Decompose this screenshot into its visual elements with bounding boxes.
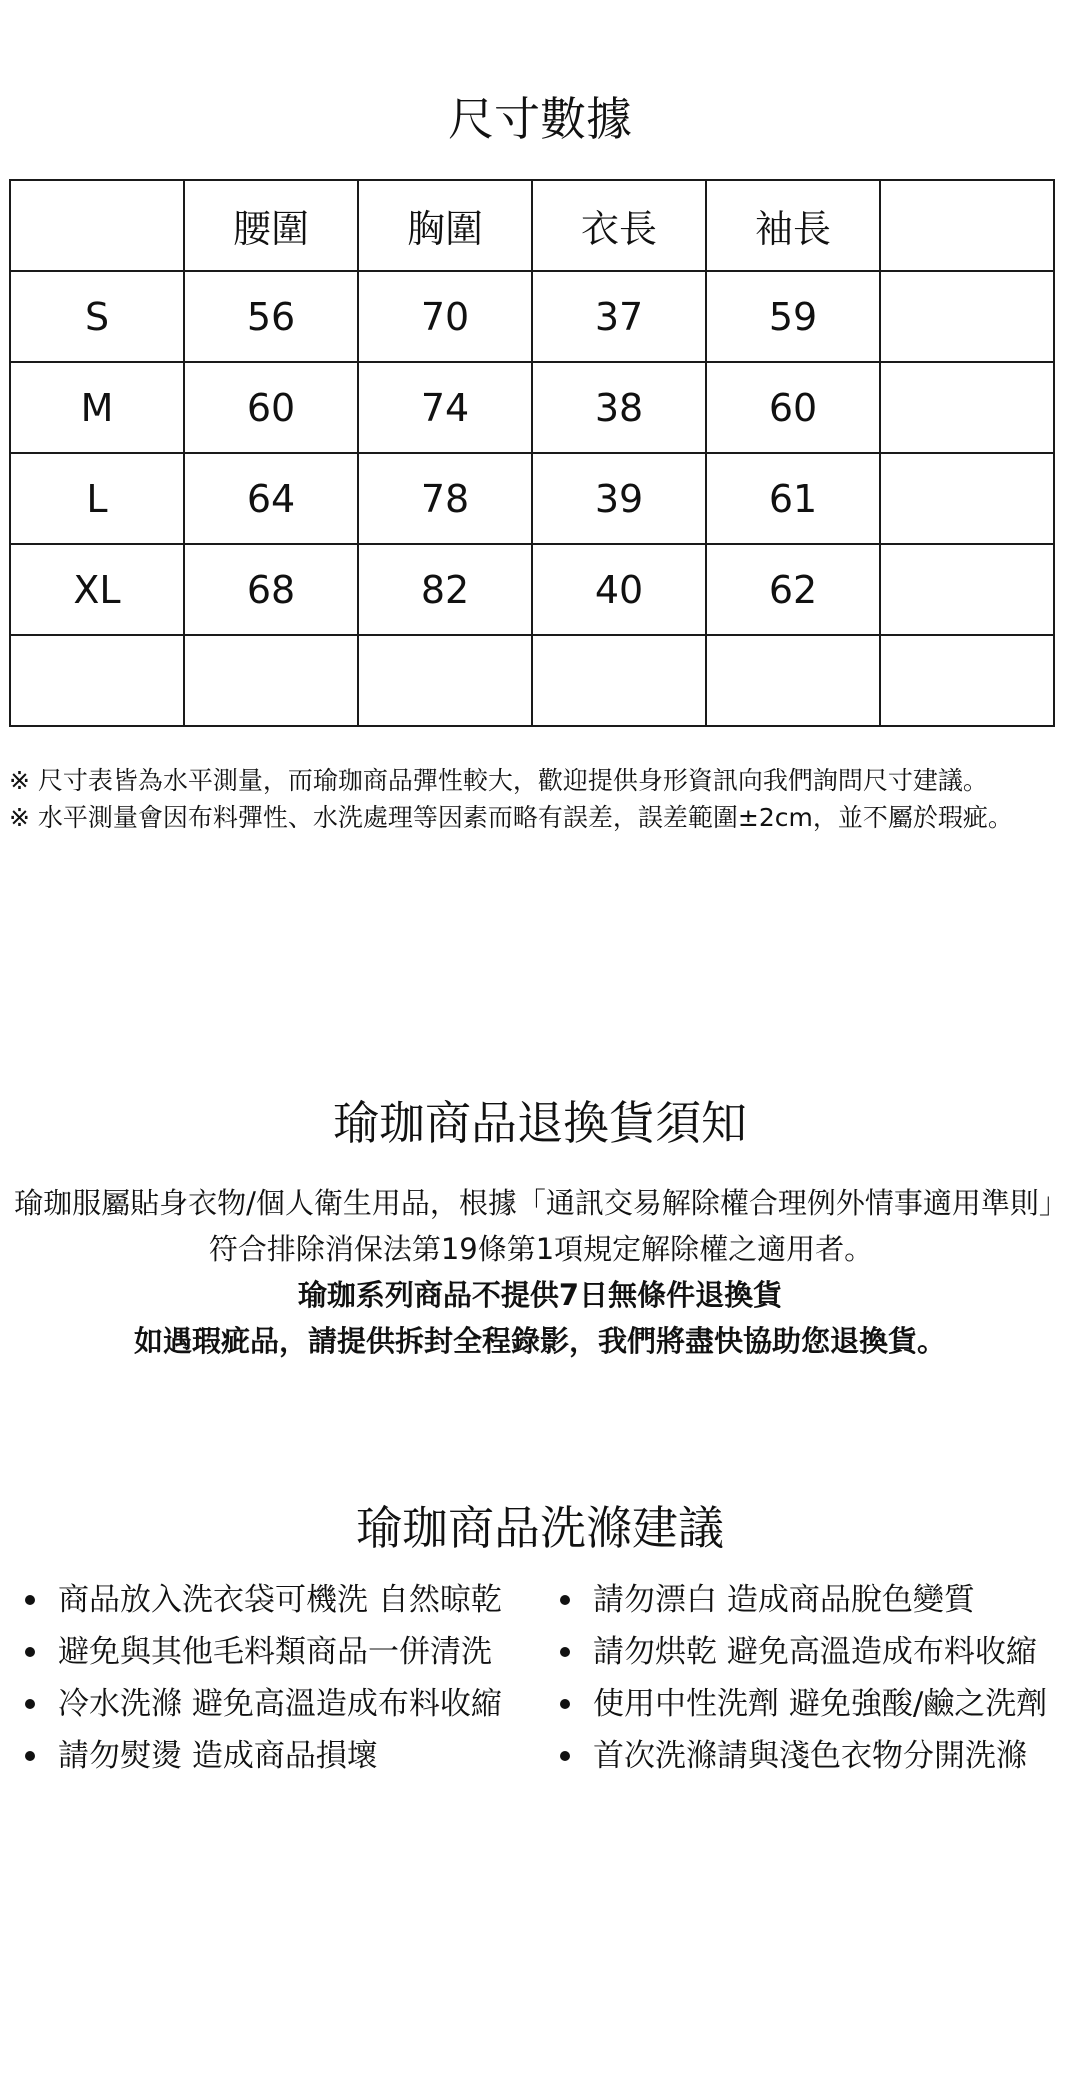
return-policy-body — [0, 1180, 1080, 1364]
table-cell-size: M — [10, 362, 184, 453]
list-item — [25, 1574, 502, 1626]
size-note: ※ 水平測量會因布料彈性、水洗處理等因素而略有誤差，誤差範圍±2cm，並不屬於瑕疵。 — [9, 803, 1013, 832]
table-cell: 56 — [184, 271, 358, 362]
table-cell — [880, 362, 1054, 453]
table-cell — [880, 453, 1054, 544]
list-item — [25, 1678, 502, 1730]
header-cell-chest: 胸圍 — [358, 180, 532, 271]
table-row — [10, 453, 1054, 544]
bullet-icon — [25, 1751, 35, 1761]
bullet-icon — [25, 1647, 35, 1657]
list-item — [560, 1574, 1047, 1626]
size-note: ※ 尺寸表皆為水平測量，而瑜珈商品彈性較大，歡迎提供身形資訊向我們詢問尺寸建議。 — [9, 766, 988, 795]
size-table — [9, 179, 1055, 727]
table-cell — [880, 271, 1054, 362]
header-cell-sleeve: 袖長 — [706, 180, 880, 271]
table-cell: 59 — [706, 271, 880, 362]
table-cell: 37 — [532, 271, 706, 362]
table-cell: 60 — [706, 362, 880, 453]
wash-list-right — [560, 1574, 1047, 1782]
table-row — [10, 544, 1054, 635]
header-cell — [880, 180, 1054, 271]
table-cell: 64 — [184, 453, 358, 544]
wash-item-text: 請勿烘乾 避免高溫造成布料收縮 — [593, 1634, 1037, 1670]
wash-item-text: 請勿熨燙 造成商品損壞 — [58, 1738, 378, 1774]
table-cell — [184, 635, 358, 726]
return-policy-paragraph: 瑜珈服屬貼身衣物/個人衛生用品，根據「通訊交易解除權合理例外情事適用準則」符合排除消保法第19條第1項規定解除權之適用者。 — [14, 1186, 1068, 1266]
bullet-icon — [560, 1595, 570, 1605]
list-item — [560, 1626, 1047, 1678]
table-cell — [880, 544, 1054, 635]
header-cell — [10, 180, 184, 271]
list-item — [25, 1626, 502, 1678]
table-cell-size: XL — [10, 544, 184, 635]
table-cell: 70 — [358, 271, 532, 362]
table-cell-size — [10, 635, 184, 726]
table-cell: 68 — [184, 544, 358, 635]
bullet-icon — [560, 1751, 570, 1761]
size-table-header-row — [10, 180, 1054, 271]
table-cell-size: S — [10, 271, 184, 362]
table-row — [10, 271, 1054, 362]
table-cell: 60 — [184, 362, 358, 453]
table-row — [10, 635, 1054, 726]
bullet-icon — [25, 1595, 35, 1605]
list-item — [560, 1678, 1047, 1730]
table-cell: 38 — [532, 362, 706, 453]
return-policy-bold-line: 瑜珈系列商品不提供7日無條件退換貨 — [297, 1278, 783, 1312]
size-section-title: 尺寸數據 — [448, 92, 632, 146]
header-cell-waist: 腰圍 — [184, 180, 358, 271]
header-cell-length: 衣長 — [532, 180, 706, 271]
return-section-title: 瑜珈商品退換貨須知 — [333, 1096, 747, 1150]
wash-item-text: 避免與其他毛料類商品一併清洗 — [58, 1634, 492, 1670]
table-cell: 74 — [358, 362, 532, 453]
table-cell — [532, 635, 706, 726]
bullet-icon — [25, 1699, 35, 1709]
table-row — [10, 362, 1054, 453]
table-cell — [880, 635, 1054, 726]
table-cell: 62 — [706, 544, 880, 635]
wash-list-left — [25, 1574, 502, 1782]
wash-item-text: 使用中性洗劑 避免強酸/鹼之洗劑 — [593, 1686, 1048, 1722]
bullet-icon — [560, 1699, 570, 1709]
wash-item-text: 冷水洗滌 避免高溫造成布料收縮 — [58, 1686, 502, 1722]
table-cell: 40 — [532, 544, 706, 635]
wash-item-text: 首次洗滌請與淺色衣物分開洗滌 — [593, 1738, 1027, 1774]
table-cell — [358, 635, 532, 726]
table-cell: 39 — [532, 453, 706, 544]
list-item — [25, 1730, 502, 1782]
table-cell: 61 — [706, 453, 880, 544]
wash-item-text: 請勿漂白 造成商品脫色變質 — [593, 1582, 975, 1618]
return-policy-bold-line: 如遇瑕疵品，請提供拆封全程錄影，我們將盡快協助您退換貨。 — [133, 1324, 946, 1358]
table-cell — [706, 635, 880, 726]
wash-section-title: 瑜珈商品洗滌建議 — [356, 1501, 724, 1555]
bullet-icon — [560, 1647, 570, 1657]
table-cell: 78 — [358, 453, 532, 544]
table-cell-size: L — [10, 453, 184, 544]
size-notes — [9, 762, 1077, 836]
table-cell: 82 — [358, 544, 532, 635]
list-item — [560, 1730, 1047, 1782]
wash-item-text: 商品放入洗衣袋可機洗 自然晾乾 — [58, 1582, 502, 1618]
